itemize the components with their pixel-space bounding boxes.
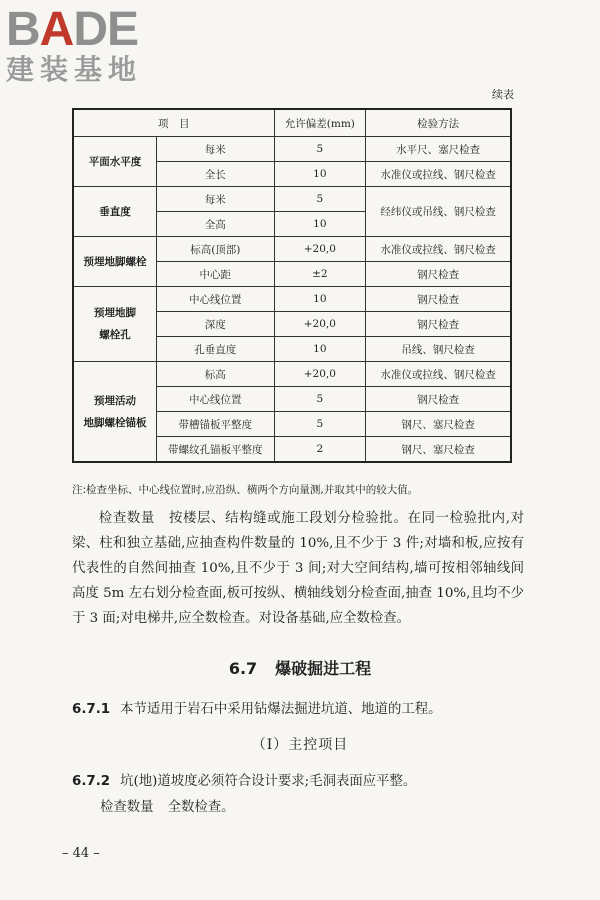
clause-number: 6.7.1 — [72, 702, 111, 717]
method-cell: 钢尺、塞尺检查 — [366, 437, 511, 463]
group-name: 预埋地脚螺栓 — [73, 237, 157, 287]
tolerance-cell: +20,0 — [274, 312, 366, 337]
tolerance-cell: 5 — [274, 187, 366, 212]
header-item: 项 目 — [73, 109, 274, 137]
item-cell: 中心线位置 — [157, 387, 274, 412]
item-cell: 全高 — [157, 212, 274, 237]
table-row — [73, 187, 511, 212]
tolerance-cell: +20,0 — [274, 237, 366, 262]
item-cell: 每米 — [157, 187, 274, 212]
tolerance-cell: 2 — [274, 437, 366, 463]
table-header-row — [73, 109, 511, 137]
item-cell: 全长 — [157, 162, 274, 187]
page-number: – 44 – — [62, 846, 100, 861]
tolerance-cell: 10 — [274, 287, 366, 312]
tolerance-cell: +20,0 — [274, 362, 366, 387]
clause-6-7-2 — [72, 770, 416, 789]
item-cell: 孔垂直度 — [157, 337, 274, 362]
check-quantity — [100, 796, 235, 815]
header-method: 检验方法 — [366, 109, 511, 137]
method-cell: 水准仪或拉线、钢尺检查 — [366, 362, 511, 387]
tolerance-cell: 10 — [274, 212, 366, 237]
method-cell: 钢尺检查 — [366, 287, 511, 312]
section-number: 6.7 — [228, 659, 258, 678]
tolerance-cell: 10 — [274, 162, 366, 187]
section-heading — [0, 656, 600, 679]
method-cell: 吊线、钢尺检查 — [366, 337, 511, 362]
table-row — [73, 362, 511, 387]
method-cell: 钢尺、塞尺检查 — [366, 412, 511, 437]
table-row — [73, 137, 511, 162]
table-row — [73, 237, 511, 262]
group-name: 垂直度 — [73, 187, 157, 237]
method-cell: 钢尺检查 — [366, 312, 511, 337]
tolerance-cell: 10 — [274, 337, 366, 362]
table-note: 注:检查坐标、中心线位置时,应沿纵、横两个方向量测,并取其中的较大值。 — [72, 484, 419, 496]
check-quantity-label: 检查数量 — [100, 800, 154, 815]
item-cell: 深度 — [157, 312, 274, 337]
header-tolerance: 允许偏差(mm) — [274, 109, 366, 137]
table-row — [73, 287, 511, 312]
item-cell: 标高(顶部) — [157, 237, 274, 262]
group-name: 预埋地脚 螺栓孔 — [73, 287, 157, 362]
continued-label: 续表 — [492, 88, 514, 101]
subsection-heading: （Ⅰ）主控项目 — [251, 737, 349, 753]
tolerance-table — [72, 108, 512, 463]
inspection-text: 检查数量 按楼层、结构缝或施工段划分检验批。在同一检验批内,对梁、柱和独立基础,应抽查构件数量的 10%,且不少于 3 件;对墙和板,应按有代表性的自然间抽查 10%,且不少于 3 间;对大空间结构,墙可按相邻轴线间高度 5m 左右划分检查面,板可按纵、横轴线划分检查面,抽查 10%,且均不少于 3 面;对电梯井,应全数检查。对设备基础,应全数检查。 — [72, 511, 524, 626]
method-cell: 经纬仪或吊线、钢尺检查 — [366, 187, 511, 237]
logo-subtitle: 建装基地 — [6, 53, 143, 86]
inspection-paragraph — [72, 506, 524, 631]
item-cell: 中心距 — [157, 262, 274, 287]
item-cell: 标高 — [157, 362, 274, 387]
group-name: 平面水平度 — [73, 137, 157, 187]
bade-logo — [6, 3, 176, 86]
tolerance-cell: 5 — [274, 387, 366, 412]
group-name: 预埋活动 地脚螺栓锚板 — [73, 362, 157, 463]
method-cell: 水准仪或拉线、钢尺检查 — [366, 162, 511, 187]
logo-wordmark: BADE — [6, 3, 139, 56]
tolerance-cell: ±2 — [274, 262, 366, 287]
clause-number: 6.7.2 — [72, 774, 111, 789]
clause-6-7-1 — [72, 698, 442, 717]
method-cell: 水准仪或拉线、钢尺检查 — [366, 237, 511, 262]
clause-text: 坑(地)道坡度必须符合设计要求;毛洞表面应平整。 — [120, 774, 417, 789]
tolerance-cell: 5 — [274, 137, 366, 162]
item-cell: 每米 — [157, 137, 274, 162]
clause-text: 本节适用于岩石中采用钻爆法掘进坑道、地道的工程。 — [120, 702, 442, 717]
check-quantity-value: 全数检查。 — [167, 800, 235, 815]
method-cell: 水平尺、塞尺检查 — [366, 137, 511, 162]
tolerance-cell: 5 — [274, 412, 366, 437]
section-title: 爆破掘进工程 — [275, 659, 372, 678]
method-cell: 钢尺检查 — [366, 262, 511, 287]
item-cell: 中心线位置 — [157, 287, 274, 312]
item-cell: 带槽锚板平整度 — [157, 412, 274, 437]
item-cell: 带螺纹孔锚板平整度 — [157, 437, 274, 463]
method-cell: 钢尺检查 — [366, 387, 511, 412]
